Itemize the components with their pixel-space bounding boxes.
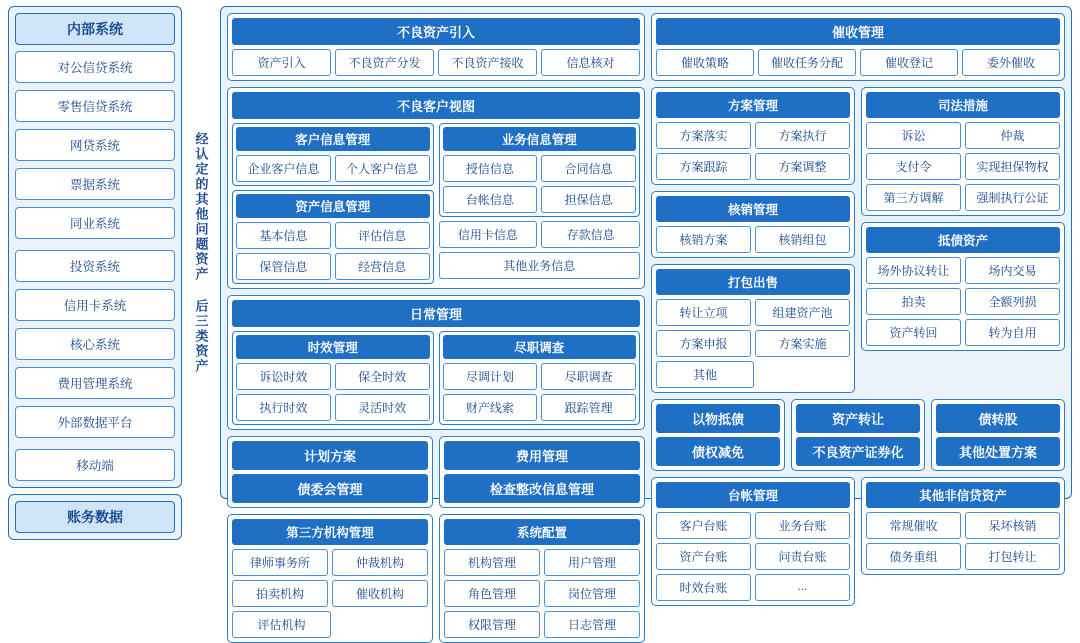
ledger-item-accountability[interactable]: 问责台账 — [755, 543, 850, 570]
judicial-item-litigation[interactable]: 诉讼 — [866, 122, 961, 149]
limitation-row-1 — [236, 394, 430, 421]
system-config-item-post[interactable]: 岗位管理 — [544, 580, 640, 607]
other-noncredit-row-0 — [866, 512, 1060, 539]
business-info-item-credit-grant[interactable]: 授信信息 — [443, 155, 538, 182]
system-config-item-user[interactable]: 用户管理 — [544, 549, 640, 576]
package-sale-title: 打包出售 — [656, 269, 850, 295]
asset-info-row-0 — [236, 222, 430, 249]
business-info-row-1 — [443, 186, 637, 213]
plan-scheme-box — [227, 436, 433, 508]
creditor-committee-bar[interactable]: 债委会管理 — [232, 474, 428, 503]
limitation-item-preservation[interactable]: 保全时效 — [335, 363, 430, 390]
asset-info-item-custody[interactable]: 保管信息 — [236, 253, 331, 280]
ledger-row-2 — [656, 574, 850, 601]
due-diligence-title: 尽职调查 — [443, 335, 637, 359]
accounting-data-panel — [8, 494, 182, 540]
writeoff-item-scheme[interactable]: 核销方案 — [656, 226, 751, 253]
asset-info-row-1 — [236, 253, 430, 280]
scheme-item-execute[interactable]: 方案执行 — [755, 122, 850, 149]
package-sale-item-implement[interactable]: 方案实施 — [755, 330, 850, 357]
limitation-title: 时效管理 — [236, 335, 430, 359]
sidebar-item-expense[interactable]: 费用管理系统 — [15, 367, 175, 399]
thirdparty-config-row — [227, 514, 645, 643]
ledger-item-more[interactable]: ... — [755, 574, 850, 601]
system-config-row-2 — [444, 611, 640, 638]
due-diligence-item-plan[interactable]: 尽调计划 — [443, 363, 538, 390]
offset-asset-group — [861, 222, 1065, 351]
vertical-category-label-text: 经认定的其他问题资产 后三类资产 — [193, 131, 209, 374]
due-diligence-item-tracking[interactable]: 跟踪管理 — [541, 394, 636, 421]
third-party-row-2-spacer — [335, 611, 428, 638]
package-sale-row-0 — [656, 299, 850, 326]
sidebar-item-retail-credit[interactable]: 零售信贷系统 — [15, 90, 175, 122]
npa-intro-item-1[interactable]: 不良资产分发 — [335, 49, 434, 76]
daily-management-title: 日常管理 — [232, 300, 640, 327]
other-noncredit-item-restructuring[interactable]: 债务重组 — [866, 543, 961, 570]
ledger-item-limitation[interactable]: 时效台账 — [656, 574, 751, 601]
ledger-item-customer[interactable]: 客户台账 — [656, 512, 751, 539]
limitation-subgroup — [232, 331, 434, 425]
collection-item-register[interactable]: 催收登记 — [860, 49, 958, 76]
package-sale-item-build-pool[interactable]: 组建资产池 — [755, 299, 850, 326]
offset-asset-item-exchange-trade[interactable]: 场内交易 — [965, 257, 1060, 284]
system-config-group — [439, 514, 645, 643]
ledger-item-asset[interactable]: 资产台账 — [656, 543, 751, 570]
judicial-measures-group — [861, 87, 1065, 216]
package-sale-row-1 — [656, 330, 850, 357]
offset-asset-item-otc-transfer[interactable]: 场外协议转让 — [866, 257, 961, 284]
writeoff-item-package[interactable]: 核销组包 — [755, 226, 850, 253]
collection-item-outsourced[interactable]: 委外催收 — [962, 49, 1060, 76]
plan-fee-row — [227, 436, 645, 508]
other-noncredit-group — [861, 477, 1065, 575]
main-diagram-frame — [220, 6, 1072, 632]
other-noncredit-item-regular-collection[interactable]: 常规催收 — [866, 512, 961, 539]
business-info-item-contract[interactable]: 合同信息 — [541, 155, 636, 182]
writeoff-row-0 — [656, 226, 850, 253]
scheme-management-group — [651, 87, 855, 185]
bad-customer-view-title: 不良客户视图 — [232, 92, 640, 119]
customer-info-row-0 — [236, 155, 430, 182]
sidebar-item-core[interactable]: 核心系统 — [15, 328, 175, 360]
asset-info-item-operation[interactable]: 经营信息 — [335, 253, 430, 280]
third-party-item-arbitration[interactable]: 仲裁机构 — [332, 549, 428, 576]
judicial-item-security-right[interactable]: 实现担保物权 — [965, 153, 1060, 180]
scheme-row-1 — [656, 153, 850, 180]
internal-systems-panel — [8, 6, 182, 488]
due-diligence-row-0 — [443, 363, 637, 390]
sidebar-item-online-loan[interactable]: 网贷系统 — [15, 129, 175, 161]
system-config-item-log[interactable]: 日志管理 — [544, 611, 640, 638]
third-party-title: 第三方机构管理 — [232, 519, 428, 545]
business-info-row-0 — [443, 155, 637, 182]
bad-customer-view-group — [227, 87, 645, 289]
other-noncredit-title: 其他非信贷资产 — [866, 482, 1060, 508]
asset-info-title: 资产信息管理 — [236, 194, 430, 218]
collection-management-title: 催收管理 — [656, 18, 1060, 45]
collection-item-task-assign[interactable]: 催收任务分配 — [758, 49, 856, 76]
scheme-row-0 — [656, 122, 850, 149]
due-diligence-item-investigation[interactable]: 尽职调查 — [541, 363, 636, 390]
system-config-item-role[interactable]: 角色管理 — [444, 580, 540, 607]
third-party-item-valuation-agency[interactable]: 评估机构 — [232, 611, 331, 638]
collection-management-row — [656, 49, 1060, 76]
offset-asset-row-0 — [866, 257, 1060, 284]
asset-transfer-box — [791, 399, 925, 471]
due-diligence-item-property-clue[interactable]: 财产线索 — [443, 394, 538, 421]
scheme-item-track[interactable]: 方案跟踪 — [656, 153, 751, 180]
other-info-item-deposit[interactable]: 存款信息 — [541, 221, 640, 248]
column-a — [227, 13, 645, 632]
offset-asset-item-full-loss[interactable]: 全额列损 — [965, 288, 1060, 315]
judicial-item-arbitration[interactable]: 仲裁 — [965, 122, 1060, 149]
asset-info-subgroup — [232, 190, 434, 284]
customer-info-item-individual[interactable]: 个人客户信息 — [335, 155, 430, 182]
judicial-item-enforcement-notarization[interactable]: 强制执行公证 — [965, 184, 1060, 211]
debt-reduction-bar[interactable]: 债权减免 — [656, 437, 780, 466]
left-column — [8, 6, 182, 525]
other-noncredit-item-writeoff[interactable]: 呆坏核销 — [965, 512, 1060, 539]
customer-info-item-enterprise[interactable]: 企业客户信息 — [236, 155, 331, 182]
package-sale-item-transfer-project[interactable]: 转让立项 — [656, 299, 751, 326]
fee-management-bar[interactable]: 费用管理 — [444, 441, 640, 470]
writeoff-management-title: 核销管理 — [656, 196, 850, 222]
debt-offset-box — [651, 399, 785, 471]
sidebar-item-corp-credit[interactable]: 对公信贷系统 — [15, 51, 175, 83]
sidebar-item-external-data[interactable]: 外部数据平台 — [15, 406, 175, 438]
system-config-item-permission[interactable]: 权限管理 — [444, 611, 540, 638]
ledger-other-row — [651, 477, 1065, 606]
disposal-bars-row — [651, 399, 1065, 471]
customer-info-subgroup — [232, 123, 434, 186]
scheme-item-adjust[interactable]: 方案调整 — [755, 153, 850, 180]
npa-intro-item-3[interactable]: 信息核对 — [541, 49, 640, 76]
asset-transfer-bar[interactable]: 资产转让 — [796, 404, 920, 433]
ledger-row-1 — [656, 543, 850, 570]
limitation-row-0 — [236, 363, 430, 390]
accounting-data-title: 账务数据 — [15, 501, 175, 533]
fee-management-box — [439, 436, 645, 508]
package-sale-row-2-spacer — [758, 361, 850, 388]
plan-scheme-bar[interactable]: 计划方案 — [232, 441, 428, 470]
offset-asset-item-auction[interactable]: 拍卖 — [866, 288, 961, 315]
third-party-group — [227, 514, 433, 643]
ledger-item-business[interactable]: 业务台账 — [755, 512, 850, 539]
ledger-management-title: 台帐管理 — [656, 482, 850, 508]
internal-systems-title: 内部系统 — [15, 13, 175, 45]
asset-info-item-basic[interactable]: 基本信息 — [236, 222, 331, 249]
offset-asset-title: 抵债资产 — [866, 227, 1060, 253]
package-sale-item-other[interactable]: 其他 — [656, 361, 754, 388]
other-info-subgroup — [439, 221, 641, 279]
offset-asset-row-2 — [866, 319, 1060, 346]
asset-info-item-valuation[interactable]: 评估信息 — [335, 222, 430, 249]
business-info-subgroup — [439, 123, 641, 217]
npa-intro-item-2[interactable]: 不良资产接收 — [438, 49, 537, 76]
writeoff-management-group — [651, 191, 855, 258]
scheme-management-title: 方案管理 — [656, 92, 850, 118]
third-party-row-1 — [232, 580, 428, 607]
ledger-row-0 — [656, 512, 850, 539]
limitation-item-flexible[interactable]: 灵活时效 — [335, 394, 430, 421]
due-diligence-subgroup — [439, 331, 641, 425]
judicial-row-1 — [866, 153, 1060, 180]
judicial-measures-title: 司法措施 — [866, 92, 1060, 118]
limitation-item-litigation[interactable]: 诉讼时效 — [236, 363, 331, 390]
bad-customer-view-columns — [232, 123, 640, 284]
third-party-row-0 — [232, 549, 428, 576]
limitation-item-execution[interactable]: 执行时效 — [236, 394, 331, 421]
business-info-item-ledger[interactable]: 台帐信息 — [443, 186, 538, 213]
due-diligence-row-1 — [443, 394, 637, 421]
third-party-row-2 — [232, 611, 428, 638]
inspection-rectification-bar[interactable]: 检查整改信息管理 — [444, 474, 640, 503]
npa-intro-item-0[interactable]: 资产引入 — [232, 49, 331, 76]
vertical-category-label — [188, 6, 214, 499]
judicial-item-third-party-mediation[interactable]: 第三方调解 — [866, 184, 961, 211]
ledger-management-group — [651, 477, 855, 606]
judicial-row-2 — [866, 184, 1060, 211]
offset-asset-row-1 — [866, 288, 1060, 315]
judicial-item-payment-order[interactable]: 支付令 — [866, 153, 961, 180]
package-sale-item-declare[interactable]: 方案申报 — [656, 330, 751, 357]
debt-to-equity-box — [931, 399, 1065, 471]
npa-intro-row — [232, 49, 640, 76]
other-info-row-1 — [439, 252, 641, 279]
other-noncredit-item-package-transfer[interactable]: 打包转让 — [965, 543, 1060, 570]
collection-management-group — [651, 13, 1065, 81]
npa-intro-group — [227, 13, 645, 81]
npa-securitization-bar[interactable]: 不良资产证券化 — [796, 437, 920, 466]
other-noncredit-row-1 — [866, 543, 1060, 570]
other-info-item-other-business[interactable]: 其他业务信息 — [439, 252, 641, 279]
debt-to-equity-bar[interactable]: 债转股 — [936, 404, 1060, 433]
other-disposal-bar[interactable]: 其他处置方案 — [936, 437, 1060, 466]
daily-management-columns — [232, 331, 640, 425]
npa-intro-title: 不良资产引入 — [232, 18, 640, 45]
system-config-row-0 — [444, 549, 640, 576]
debt-offset-bar[interactable]: 以物抵债 — [656, 404, 780, 433]
scheme-item-implement[interactable]: 方案落实 — [656, 122, 751, 149]
business-info-title: 业务信息管理 — [443, 127, 637, 151]
package-sale-row-2 — [656, 361, 850, 388]
daily-management-group — [227, 295, 645, 430]
sidebar-item-mobile[interactable]: 移动端 — [15, 449, 175, 481]
column-b — [651, 13, 1065, 595]
system-config-item-org[interactable]: 机构管理 — [444, 549, 540, 576]
sidebar-item-investment[interactable]: 投资系统 — [15, 250, 175, 282]
third-party-item-collection[interactable]: 催收机构 — [332, 580, 428, 607]
collection-item-strategy[interactable]: 催收策略 — [656, 49, 754, 76]
scheme-judicial-row — [651, 87, 1065, 393]
offset-asset-item-self-use[interactable]: 转为自用 — [965, 319, 1060, 346]
customer-info-title: 客户信息管理 — [236, 127, 430, 151]
third-party-item-law-firm[interactable]: 律师事务所 — [232, 549, 328, 576]
package-sale-group — [651, 264, 855, 393]
offset-asset-item-return[interactable]: 资产转回 — [866, 319, 961, 346]
other-info-row-0 — [439, 221, 641, 248]
system-config-row-1 — [444, 580, 640, 607]
sidebar-item-credit-card[interactable]: 信用卡系统 — [15, 289, 175, 321]
sidebar-item-interbank[interactable]: 同业系统 — [15, 207, 175, 239]
business-info-item-guarantee[interactable]: 担保信息 — [541, 186, 636, 213]
sidebar-item-bill[interactable]: 票据系统 — [15, 168, 175, 200]
third-party-item-auction[interactable]: 拍卖机构 — [232, 580, 328, 607]
system-config-title: 系统配置 — [444, 519, 640, 545]
other-info-item-credit-card[interactable]: 信用卡信息 — [439, 221, 538, 248]
judicial-row-0 — [866, 122, 1060, 149]
